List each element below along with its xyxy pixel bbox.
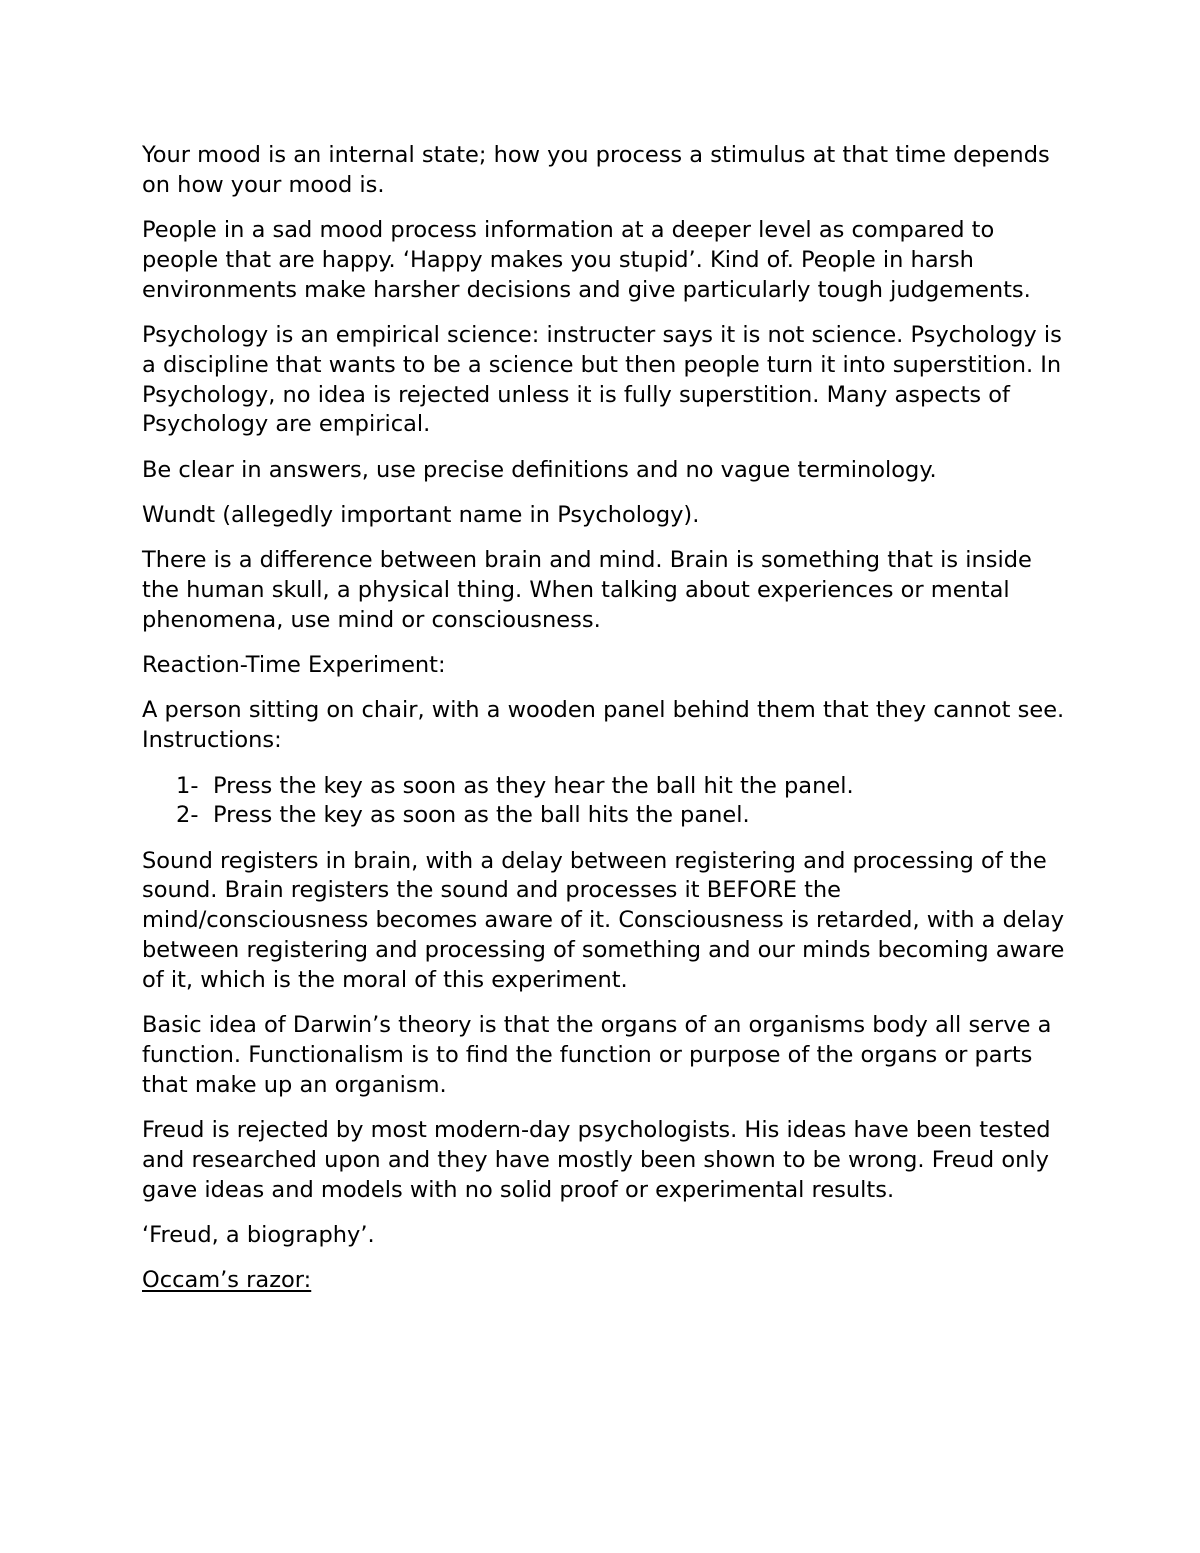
paragraph-mood: Your mood is an internal state; how you process a stimulus at that time depends on how your mood is. <box>142 142 1050 198</box>
document-body <box>142 141 1072 1312</box>
paragraph-darwin: Basic idea of Darwin’s theory is that the organs of an organisms body all serve a function. Functionalism is to find the function or purpose of the organs or parts that make up an organism. <box>142 1012 1052 1098</box>
list-item <box>142 801 1072 831</box>
paragraph-freud-rejected: Freud is rejected by most modern-day psychologists. His ideas have been tested and researched upon and they have mostly been shown to be wrong. Freud only gave ideas and models with no solid proof or experimental results. <box>142 1117 1051 1203</box>
list-item-number: 2- <box>176 802 199 829</box>
paragraph-reaction-time-heading: Reaction-Time Experiment: <box>142 652 446 679</box>
paragraph-freud-biography: ‘Freud, a biography’. <box>142 1221 375 1248</box>
paragraph-brain-mind: There is a difference between brain and mind. Brain is something that is inside the human skull, a physical thing. When talking about experiences or mental phenomena, use mind or consciousness. <box>142 547 1032 633</box>
list-item-text: Press the key as soon as they hear the ball hit the panel. <box>213 772 854 799</box>
paragraph-sad-mood: People in a sad mood process information at a deeper level as compared to people that are happy. ‘Happy makes you stupid’. Kind of. People in harsh environments make harsher decisions and give particularly tough judgements. <box>142 217 1031 303</box>
paragraph-psychology-science: Psychology is an empirical science: instructer says it is not science. Psychology is a discipline that wants to be a science but then people turn it into superstition. In Psychology, no idea is rejected unless it is fully superstition. Many aspects of Psychology are empirical. <box>142 321 1062 438</box>
paragraph-be-clear: Be clear in answers, use precise definitions and no vague terminology. <box>142 456 937 483</box>
list-item-text: Press the key as soon as the ball hits the panel. <box>213 802 750 829</box>
paragraph-wundt: Wundt (allegedly important name in Psychology). <box>142 501 700 528</box>
list-item-number: 1- <box>176 772 199 799</box>
paragraph-sound-registers: Sound registers in brain, with a delay between registering and processing of the sound. Brain registers the sound and processes it BEFORE the mind/consciousness becomes aware of it. Consciousness is retarded, with a delay between registering and processing of something and our minds becoming aware of it, which is the moral of this experiment. <box>142 847 1065 993</box>
occams-razor-text: Occam’s razor: <box>142 1267 312 1294</box>
instructions-list <box>142 772 1072 832</box>
heading-occams-razor <box>142 1266 1072 1296</box>
paragraph-experiment-setup: A person sitting on chair, with a wooden panel behind them that they cannot see. Instructions: <box>142 697 1065 754</box>
list-item <box>142 772 1072 802</box>
